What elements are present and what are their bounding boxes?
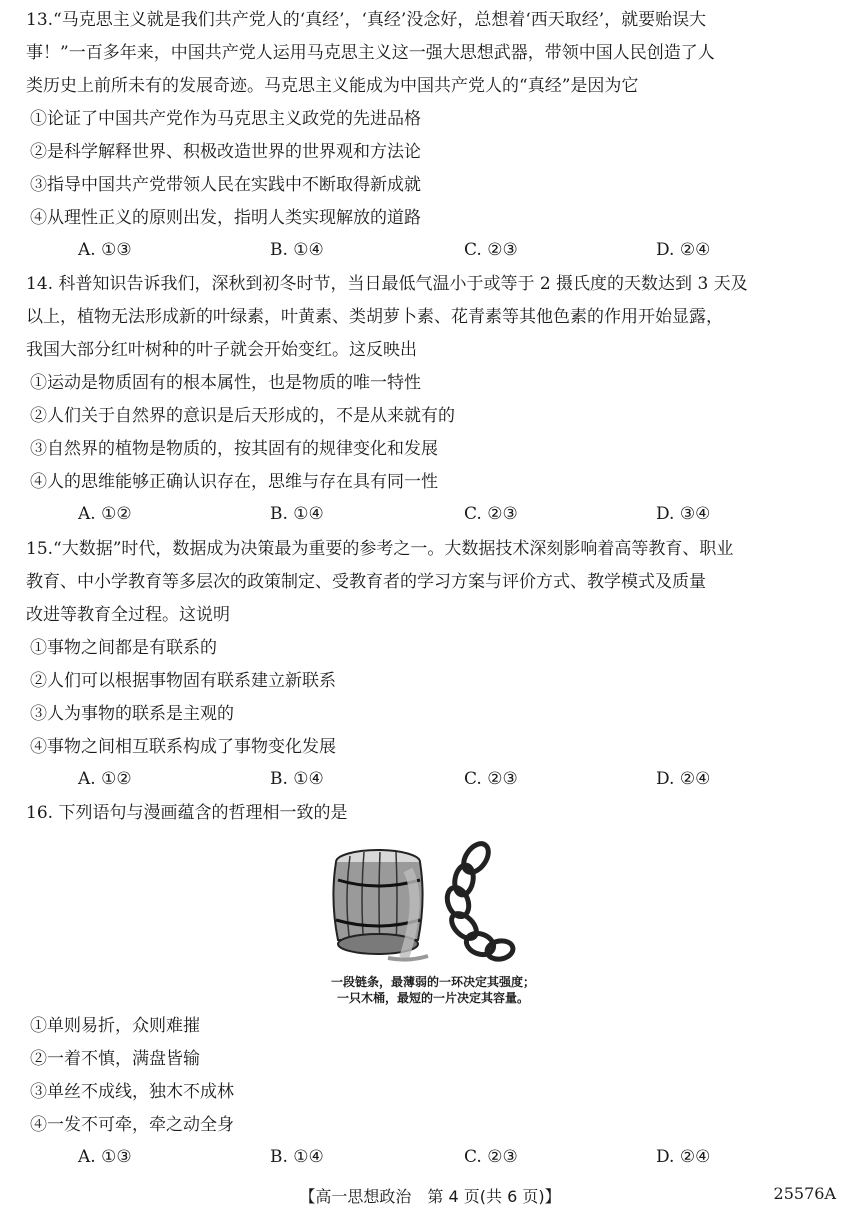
statement-1: ①单则易折，众则难摧 (30, 1016, 200, 1036)
cartoon-caption-line: 一段链条，最薄弱的一环决定其强度； (330, 975, 535, 989)
stem-line: 改进等教育全过程。这说明 (26, 605, 230, 625)
choice-d[interactable]: D. ②④ (656, 240, 711, 260)
statement-4: ④事物之间相互联系构成了事物变化发展 (30, 737, 336, 757)
answer-choices (26, 764, 826, 794)
stem-line: 类历史上前所未有的发展奇迹。马克思主义能成为中国共产党人的“真经”是因为它 (26, 76, 639, 96)
choice-c[interactable]: C. ②③ (464, 1147, 518, 1167)
question-stem (26, 4, 826, 103)
choice-a[interactable]: A. ①② (78, 504, 132, 524)
choice-d[interactable]: D. ③④ (656, 504, 711, 524)
answer-choices (26, 235, 826, 265)
question-14 (26, 268, 826, 529)
stem-line: 教育、中小学教育等多层次的政策制定、受教育者的学习方案与评价方式、教学模式及质量 (26, 572, 706, 592)
stem-line: 事！”一百多年来，中国共产党人运用马克思主义这一强大思想武器，带领中国人民创造了人 (26, 43, 715, 63)
question-15 (26, 533, 826, 794)
statement-2: ②人们可以根据事物固有联系建立新联系 (30, 671, 336, 691)
statement-2: ②人们关于自然界的意识是后天形成的，不是从来就有的 (30, 406, 455, 426)
statement-1: ①运动是物质固有的根本属性，也是物质的唯一特性 (30, 373, 421, 393)
choice-a[interactable]: A. ①③ (78, 240, 132, 260)
choice-b[interactable]: B. ①④ (270, 240, 324, 260)
stem-line: 13.“马克思主义就是我们共产党人的‘真经’，‘真经’没念好，总想着‘西天取经’，就要贻误大 (26, 10, 707, 30)
answer-choices (26, 1142, 826, 1172)
statement-3: ③单丝不成线，独木不成林 (30, 1082, 234, 1102)
page-number-label: 【高一思想政治 第 4 页(共 6 页)】 (299, 1187, 561, 1206)
barrel-chain-illustration (308, 840, 558, 970)
choice-c[interactable]: C. ②③ (464, 504, 518, 524)
stem-line: 我国大部分红叶树种的叶子就会开始变红。这反映出 (26, 340, 417, 360)
choice-c[interactable]: C. ②③ (464, 240, 518, 260)
choice-a[interactable]: A. ①③ (78, 1147, 132, 1167)
stem-line: 15.“大数据”时代，数据成为决策最为重要的参考之一。大数据技术深刻影响着高等教育、职业 (26, 539, 734, 559)
statement-4: ④人的思维能够正确认识存在，思维与存在具有同一性 (30, 472, 438, 492)
question-stem (26, 268, 826, 367)
choice-d[interactable]: D. ②④ (656, 769, 711, 789)
statement-3: ③指导中国共产党带领人民在实践中不断取得新成就 (30, 175, 421, 195)
stem-line: 16. 下列语句与漫画蕴含的哲理相一致的是 (26, 803, 348, 823)
statement-3: ③人为事物的联系是主观的 (30, 704, 234, 724)
statement-2: ②是科学解释世界、积极改造世界的世界观和方法论 (30, 142, 421, 162)
question-stem (26, 533, 826, 632)
cartoon-caption-line: 一只木桶，最短的一片决定其容量。 (336, 991, 529, 1005)
chain-icon (443, 840, 514, 961)
exam-code: 25576A (773, 1184, 836, 1203)
choice-b[interactable]: B. ①④ (270, 1147, 324, 1167)
statement-1: ①事物之间都是有联系的 (30, 638, 217, 658)
answer-choices (26, 499, 826, 529)
choice-c[interactable]: C. ②③ (464, 769, 518, 789)
statement-3: ③自然界的植物是物质的，按其固有的规律变化和发展 (30, 439, 438, 459)
choice-b[interactable]: B. ①④ (270, 504, 324, 524)
stem-line: 以上，植物无法形成新的叶绿素，叶黄素、类胡萝卜素、花青素等其他色素的作用开始显露， (26, 307, 723, 327)
choice-b[interactable]: B. ①④ (270, 769, 324, 789)
question-stem (26, 797, 826, 830)
choice-d[interactable]: D. ②④ (656, 1147, 711, 1167)
choice-a[interactable]: A. ①② (78, 769, 132, 789)
statement-4: ④一发不可牵，牵之动全身 (30, 1115, 234, 1135)
cartoon-figure (308, 840, 558, 1005)
question-13 (26, 4, 826, 265)
question-16 (26, 797, 826, 830)
barrel-icon (333, 850, 428, 960)
question-16-statements (26, 1010, 826, 1172)
statement-4: ④从理性正义的原则出发，指明人类实现解放的道路 (30, 208, 421, 228)
stem-line: 14. 科普知识告诉我们，深秋到初冬时节，当日最低气温小于或等于 2 摄氏度的天数达到 3 天及 (26, 274, 748, 294)
page-footer (0, 1184, 860, 1208)
statement-1: ①论证了中国共产党作为马克思主义政党的先进品格 (30, 109, 421, 129)
statement-2: ②一着不慎，满盘皆输 (30, 1049, 200, 1069)
